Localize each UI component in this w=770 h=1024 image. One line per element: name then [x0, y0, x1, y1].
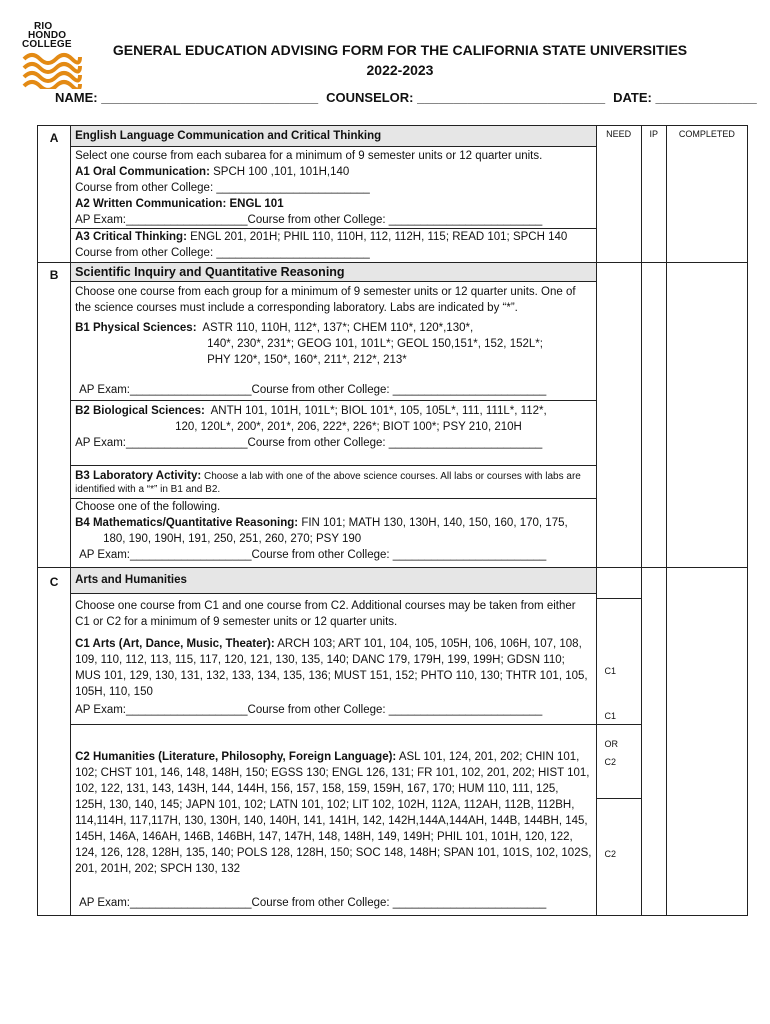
section-b-letter: B [38, 263, 71, 568]
logo-text-rio: RIO [34, 21, 53, 32]
counselor-field[interactable]: COUNSELOR: __________________________ [326, 90, 606, 105]
ge-requirements-table [37, 125, 748, 916]
c1-need-label-2: C1 [604, 711, 617, 721]
c2-ap-exam[interactable]: AP Exam:___________________Course from other College: ________________________ [79, 897, 547, 909]
form-title-text: GENERAL EDUCATION ADVISING FORM FOR THE CALIFORNIA STATE UNIVERSITIES [112, 42, 688, 58]
college-logo [22, 22, 84, 88]
section-a-letter: A [38, 126, 71, 263]
b4-intro: Choose one of the following. [75, 501, 221, 513]
section-c-need-cell[interactable] [596, 568, 641, 916]
c2-block [75, 749, 591, 877]
a2-ap-exam[interactable]: AP Exam:___________________Course from other College: ________________________ [71, 212, 595, 229]
logo-text-hondo: HONDO [28, 30, 67, 41]
a3-other-college[interactable]: Course from other College: ________________________ [75, 247, 370, 259]
b2-ap-exam[interactable]: AP Exam:___________________Course from other College: ________________________ [71, 435, 595, 466]
b1-ap-exam[interactable]: AP Exam:___________________Course from other College: ________________________ [71, 380, 595, 401]
b3-line [71, 466, 595, 499]
b4-courses-1: FIN 101; MATH 130, 130H, 140, 150, 160, 170, 175, [301, 517, 568, 529]
b2-label: B2 Biological Sciences: [75, 405, 205, 417]
section-a-row [38, 126, 748, 263]
a2-line: A2 Written Communication: ENGL 101 [75, 198, 284, 210]
section-b-ip-cell[interactable] [641, 263, 666, 568]
b4-courses-2: 180, 190, 190H, 191, 250, 251, 260, 270; PSY 190 [103, 533, 362, 545]
c2-courses: ASL 101, 124, 201, 202; CHIN 101, 102; CHST 101, 146, 148, 148H, 150; EGSS 130; ENGL 126, 131; FR 101, 102, 201, 202; HIST 101, 102, 122, 131, 143, 143H, 144, 144H, 156, 157, 158, 159, 159H, 167, 170; HUM 110, 111, 125, 125H, 130, 140, 145; JAPN 101, 102; LATN 101, 102; LIT 102, 102H, 112A, 112AH, 112B, 112BH, 114,114H, 117,117H, 130, 130H, 140, 140H, 141, 141H, 142, 142H,144A,144AH, 144B, 144BH, 145, 145H, 146A, 146AH, 146B, 146BH, 147, 147H, 148, 148H, 149, 149H; PHIL 101, 101H, 120, 122, 124, 126, 128, 128H, 135, 140; POLS 128, 128H, 150; SOC 148, 148H; SPAN 101, 101S, 102, 102S, 201, 201H, 202; SPCH 130, 132 [75, 751, 592, 875]
b3-text: Choose a lab with one of the above science courses. All labs or courses with labs are identified with a “*” in B1 and B2. [75, 471, 581, 495]
b4-line [75, 515, 591, 531]
logo-waves-icon [22, 51, 82, 89]
c1-block [75, 636, 591, 700]
a1-label: A1 Oral Communication: [75, 166, 210, 178]
a1-courses: SPCH 100 ,101, 101H,140 [213, 166, 350, 178]
c1-ap-exam[interactable]: AP Exam:___________________Course from other College: ________________________ [71, 700, 595, 725]
c1-label: C1 Arts (Art, Dance, Music, Theater): [75, 638, 275, 650]
or-label: OR [604, 739, 619, 749]
completed-header: COMPLETED [678, 129, 735, 139]
section-c-title: Arts and Humanities [71, 568, 595, 594]
section-a-title: English Language Communication and Critical Thinking [71, 126, 595, 147]
section-c-ip-cell[interactable] [641, 568, 666, 916]
a3-line [75, 229, 591, 245]
section-c-completed-cell[interactable] [666, 568, 747, 916]
section-a-need-cell[interactable] [596, 126, 641, 263]
section-a-intro: Select one course from each subarea for a minimum of 9 semester units or 12 quarter units. [75, 150, 543, 162]
section-c-content [71, 568, 596, 916]
b1-label: B1 Physical Sciences: [75, 322, 197, 334]
section-c-intro: Choose one course from C1 and one course from C2. Additional courses may be taken from either C1 or C2 for a minimum of 9 semester units or 12 quarter units. [75, 600, 576, 628]
c2-need-label-2: C2 [604, 849, 617, 859]
a3-courses: ENGL 201, 201H; PHIL 110, 110H, 112, 112H, 115; READ 101; SPCH 140 [190, 231, 568, 243]
section-b-content [71, 263, 596, 568]
logo-text-college: COLLEGE [22, 39, 72, 50]
b1-line [75, 320, 591, 336]
ip-header: IP [649, 129, 658, 139]
section-a-completed-cell[interactable] [666, 126, 747, 263]
section-b-title: Scientific Inquiry and Quantitative Reasoning [71, 263, 595, 282]
section-a-content [71, 126, 596, 263]
b4-label: B4 Mathematics/Quantitative Reasoning: [75, 517, 299, 529]
section-b-need-cell[interactable] [596, 263, 641, 568]
section-b-intro: Choose one course from each group for a minimum of 9 semester units or 12 quarter units. One of the science courses must include a corresponding laboratory. Labs are indicated by “*”. [75, 286, 576, 314]
c1-courses: ARCH 103; ART 101, 104, 105, 105H, 106, 106H, 107, 108, 109, 110, 112, 113, 115, 117, 120, 121, 130, 135, 140; DANC 179, 179H, 199, 199H; GDSN 110; MUS 101, 129, 130, 131, 132, 133, 134, 135, 136; MUST 151, 152; PHTO 110, 130; THTR 101, 105, 105H, 110, 150 [75, 638, 588, 698]
section-b-completed-cell[interactable] [666, 263, 747, 568]
section-c-row [38, 568, 748, 916]
b1-courses-2: 140*, 230*, 231*; GEOG 101, 101L*; GEOL 150,151*, 152, 152L*; [207, 338, 543, 350]
b3-label: B3 Laboratory Activity: [75, 470, 202, 482]
a3-label: A3 Critical Thinking: [75, 231, 187, 243]
a1-other-college[interactable]: Course from other College: ________________________ [75, 182, 370, 194]
form-year: 2022-2023 [366, 62, 434, 78]
b2-line [75, 403, 591, 419]
b1-courses-1: ASTR 110, 110H, 112*, 137*; CHEM 110*, 120*,130*, [202, 322, 474, 334]
b4-ap-exam[interactable]: AP Exam:___________________Course from other College: ________________________ [79, 549, 547, 561]
section-c-letter: C [38, 568, 71, 916]
a1-line [75, 164, 591, 180]
form-title [90, 40, 710, 80]
date-field[interactable]: DATE: ______________ [613, 90, 757, 105]
c2-label: C2 Humanities (Literature, Philosophy, Foreign Language): [75, 751, 397, 763]
b1-courses-3: PHY 120*, 150*, 160*, 211*, 212*, 213* [207, 354, 407, 366]
need-header: NEED [606, 129, 632, 139]
name-field[interactable]: NAME: ______________________________ [55, 90, 319, 105]
section-b-row [38, 263, 748, 568]
c2-need-label-1: C2 [604, 757, 617, 767]
b2-courses-2: 120, 120L*, 200*, 201*, 206, 222*, 226*; BIOT 100*; PSY 210, 210H [175, 421, 522, 433]
c1-need-label-1: C1 [604, 666, 617, 676]
b2-courses-1: ANTH 101, 101H, 101L*; BIOL 101*, 105, 105L*, 111, 111L*, 112*, [210, 405, 547, 417]
student-info-line [55, 90, 765, 105]
section-a-ip-cell[interactable] [641, 126, 666, 263]
